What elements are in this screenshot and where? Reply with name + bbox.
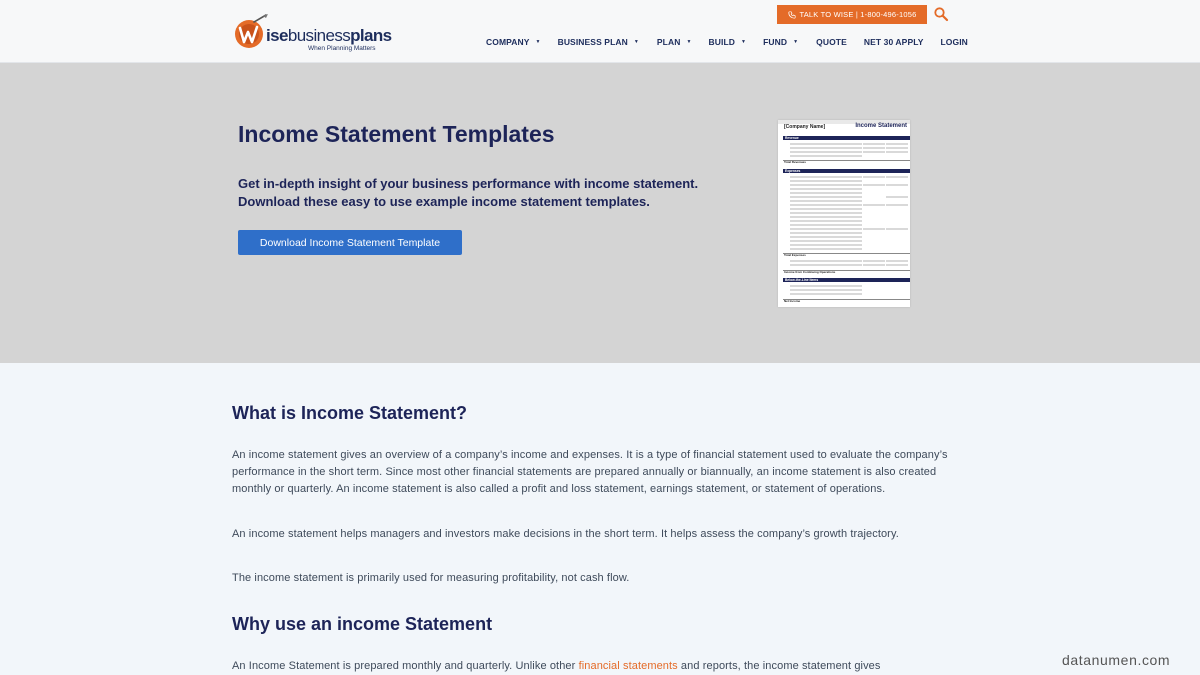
nav-build-label: BUILD: [708, 37, 735, 47]
hero-subtitle: Get in-depth insight of your business performance with income statement. Download these easy to use example income statement templates.: [238, 176, 699, 209]
thumb-cell: [886, 228, 908, 230]
logo-word-plans: plans: [350, 26, 392, 45]
phone-icon: [788, 11, 796, 19]
thumb-row: [790, 212, 862, 214]
thumb-row: [790, 220, 862, 222]
thumb-cell: [863, 176, 885, 178]
nav-build[interactable]: [709, 36, 747, 48]
paragraph-profitability: The income statement is primarily used for measuring profitability, not cash flow.: [232, 572, 630, 584]
site-logo[interactable]: [232, 4, 392, 54]
thumb-row: [790, 289, 862, 291]
thumb-total-continuing: Income from Continuing Operations: [784, 270, 836, 274]
page-title: Income Statement Templates: [238, 121, 555, 147]
nav-login-label: LOGIN: [940, 37, 968, 47]
hero-section: [0, 63, 1200, 363]
caret-down-icon: ▼: [741, 39, 747, 45]
thumb-cell: [886, 147, 908, 149]
thumb-row: [790, 180, 862, 182]
thumb-section-below-line: Below-the-Line Items: [785, 278, 819, 282]
nav-company[interactable]: [486, 36, 541, 48]
thumb-cell: [886, 204, 908, 206]
thumb-row: [790, 184, 862, 186]
thumb-row: [790, 224, 862, 226]
thumb-section-expenses: Expenses: [785, 169, 801, 173]
thumb-cell: [886, 260, 908, 262]
thumb-company-name: [Company Name]: [784, 124, 826, 130]
heading-what-is-income-statement: What is Income Statement?: [232, 403, 468, 423]
nav-net30-apply[interactable]: [864, 36, 924, 48]
thumb-row: [790, 176, 862, 178]
thumb-row: [790, 147, 862, 149]
thumb-cell: [886, 196, 908, 198]
nav-plan-label: PLAN: [656, 37, 681, 47]
thumb-row: [790, 216, 862, 218]
main-nav: [486, 36, 968, 48]
thumb-section-revenue: Revenue: [785, 136, 799, 140]
thumb-row: [790, 196, 862, 198]
logo-wordmark: [266, 26, 392, 46]
thumb-cell: [886, 184, 908, 186]
thumb-row: [790, 188, 862, 190]
caret-down-icon: ▼: [686, 39, 692, 45]
thumb-cell: [863, 184, 885, 186]
thumb-row: [790, 248, 862, 250]
nav-fund-label: FUND: [763, 37, 788, 47]
thumb-row: [790, 293, 862, 295]
thumb-row: [790, 204, 862, 206]
logo-swoosh-icon: [232, 14, 270, 52]
download-template-button[interactable]: Download Income Statement Template: [238, 230, 462, 255]
thumb-row: [790, 244, 862, 246]
nav-business-plan[interactable]: [558, 36, 639, 48]
thumb-cell: [863, 204, 885, 206]
paragraph-overview: An income statement gives an overview of a company’s income and expenses. It is a type of financial statement used to evaluate the company’s performance in the short term. Since most other financial statements are prepared annually or biannually, an income statement is also created monthly or quarterly. An income statement is also called a profit and loss statement, earnings statement, or statement of operations.: [232, 449, 948, 495]
thumb-total-line: [783, 299, 910, 303]
thumb-total-expenses: Total Expenses: [784, 253, 806, 257]
thumb-cell: [886, 176, 908, 178]
nav-quote[interactable]: [816, 36, 847, 48]
thumb-cell: [863, 228, 885, 230]
thumb-row: [790, 192, 862, 194]
site-header: [0, 0, 1200, 63]
thumb-row: [790, 285, 862, 287]
thumb-row: [790, 228, 862, 230]
thumb-section-bar: [783, 136, 910, 140]
thumb-cell: [863, 143, 885, 145]
thumb-cell: [886, 151, 908, 153]
thumb-row: [790, 260, 862, 262]
financial-statements-link[interactable]: financial statements: [578, 660, 678, 672]
paragraph-why-text-end: and reports, the income statement gives: [677, 660, 881, 672]
paragraph-managers: An income statement helps managers and investors make decisions in the short term. It helps assess the company’s growth trajectory.: [232, 528, 899, 540]
thumb-row: [790, 155, 862, 157]
thumb-cell: [886, 143, 908, 145]
thumb-row: [790, 240, 862, 242]
thumb-row: [790, 151, 862, 153]
thumb-cell: [863, 264, 885, 266]
caret-down-icon: ▼: [633, 39, 639, 45]
paragraph-why: [232, 658, 972, 675]
thumb-row: [790, 236, 862, 238]
thumb-total-revenues: Total Revenues: [784, 160, 806, 164]
thumb-cell: [863, 260, 885, 262]
thumb-cell: [863, 147, 885, 149]
thumb-row: [790, 232, 862, 234]
search-icon[interactable]: [933, 6, 949, 22]
talk-to-wise-label: TALK TO WISE | 1-800-496-1056: [799, 10, 917, 19]
caret-down-icon: ▼: [535, 39, 541, 45]
thumb-row: [790, 264, 862, 266]
nav-plan[interactable]: [657, 36, 692, 48]
paragraph-why-text: An Income Statement is prepared monthly and quarterly. Unlike other: [232, 660, 579, 672]
watermark-text: datanumen.com: [1062, 652, 1171, 668]
heading-why-use: Why use an income Statement: [232, 614, 493, 634]
nav-quote-label: QUOTE: [816, 37, 847, 47]
nav-fund[interactable]: [763, 36, 798, 48]
nav-net30-apply-label: NET 30 APPLY: [863, 37, 924, 47]
thumb-title: Income Statement: [855, 123, 907, 129]
thumb-cell: [886, 264, 908, 266]
nav-company-label: COMPANY: [486, 37, 530, 47]
logo-word-business: business: [287, 26, 351, 45]
thumb-section-bar: [783, 169, 910, 173]
thumb-net-income: Net Income: [784, 299, 801, 303]
logo-tagline: When Planning Matters: [308, 45, 376, 52]
income-statement-thumbnail[interactable]: [778, 120, 910, 307]
nav-login[interactable]: [941, 36, 968, 48]
thumb-cell: [863, 151, 885, 153]
logo-word-wise: ise: [266, 26, 288, 45]
nav-business-plan-label: BUSINESS PLAN: [557, 37, 628, 47]
thumb-row: [790, 208, 862, 210]
talk-to-wise-button[interactable]: [777, 5, 927, 24]
thumb-row: [790, 200, 862, 202]
thumb-row: [790, 143, 862, 145]
caret-down-icon: ▼: [793, 39, 799, 45]
